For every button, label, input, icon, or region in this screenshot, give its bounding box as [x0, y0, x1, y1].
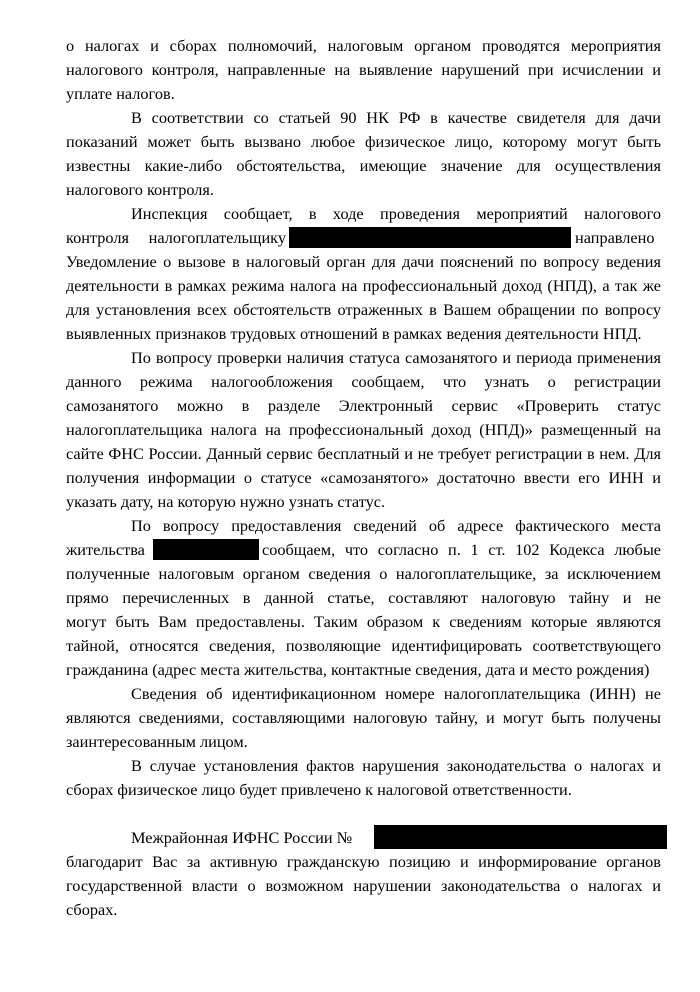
text-line: о налогах и сборах полномочий, налоговым органом проводятся мероприятия — [66, 36, 661, 55]
text-line: направлено — [575, 228, 655, 247]
text-line: полученные налоговым органом сведения о налогоплательщике, за исключением — [66, 564, 661, 583]
text-line: налогового контроля, направленные на выявление нарушений при исчислении и — [66, 60, 661, 79]
text-line: указать дату, на которую нужно узнать статус. — [66, 492, 386, 511]
text-line: гражданина (адрес места жительства, контактные сведения, дата и место рождения) — [66, 660, 650, 679]
text-line: налогового контроля. — [66, 180, 214, 199]
text-line: данного режима налогообложения сообщаем, что узнать о регистрации — [66, 372, 661, 391]
text-line: По вопросу проверки наличия статуса самозанятого и периода применения — [131, 348, 661, 367]
text-line: В случае установления фактов нарушения законодательства о налогах и — [131, 756, 661, 775]
text-line: уплате налогов. — [66, 84, 175, 103]
text-line: сообщаем, что согласно п. 1 ст. 102 Кодекса любые — [262, 540, 661, 559]
text-line: деятельности в рамках режима налога на профессиональный доход (НПД), а так же — [66, 276, 661, 295]
text-line: Уведомление о вызове в налоговый орган для дачи пояснений по вопросу ведения — [66, 252, 661, 271]
text-line: самозанятого можно в разделе Электронный сервис «Проверить статус — [66, 396, 661, 415]
text-line: выявленных признаков трудовых отношений в рамках ведения деятельности НПД. — [66, 324, 642, 343]
text-line: жительства — [66, 540, 145, 559]
text-line: благодарит Вас за активную гражданскую позицию и информирование органов — [66, 852, 661, 871]
text-line: сайте ФНС России. Данный сервис бесплатный и не требует регистрации в нем. Для — [66, 444, 661, 463]
text-line: По вопросу предоставления сведений об адресе фактического места — [131, 516, 661, 535]
redaction-bar — [374, 825, 667, 849]
text-line: получения информации о статусе «самозанятого» достаточно ввести его ИНН и — [66, 468, 661, 487]
text-line: государственной власти о возможном нарушении законодательства о налогах и — [66, 876, 661, 895]
text-line: В соответствии со статьей 90 НК РФ в качестве свидетеля для дачи — [131, 108, 661, 127]
text-line: сборах. — [66, 900, 118, 919]
redaction-bar — [153, 539, 259, 560]
text-line: Сведения об идентификационном номере налогоплательщика (ИНН) не — [131, 684, 661, 703]
signature-office-label: Межрайонная ИФНС России № — [131, 828, 353, 847]
text-line: для установления всех обстоятельств отраженных в Вашем обращении по вопросу — [66, 300, 661, 319]
text-line: Инспекция сообщает, в ходе проведения мероприятий налогового — [131, 204, 661, 223]
text-line: могут быть Вам предоставлены. Таким образом к сведениям которые являются — [66, 612, 661, 631]
text-line: тайной, относятся сведения, позволяющие идентифицировать соответствующего — [66, 636, 661, 655]
text-line: сборах физическое лицо будет привлечено к налоговой ответственности. — [66, 780, 572, 799]
text-line: известны какие-либо обстоятельства, имеющие значение для осуществления — [66, 156, 661, 175]
text-line: контроля налогоплательщику — [66, 228, 286, 247]
redaction-bar — [289, 227, 571, 248]
text-line: показаний может быть вызвано любое физическое лицо, которому могут быть — [66, 132, 661, 151]
text-line: налогоплательщика налога на профессиональный доход (НПД)» размещенный на — [66, 420, 661, 439]
text-line: заинтересованным лицом. — [66, 732, 248, 751]
text-line: являются сведениями, составляющими налоговую тайну, и могут быть получены — [66, 708, 661, 727]
text-line: прямо перечисленных в данной статье, составляют налоговую тайну и не — [66, 588, 661, 607]
